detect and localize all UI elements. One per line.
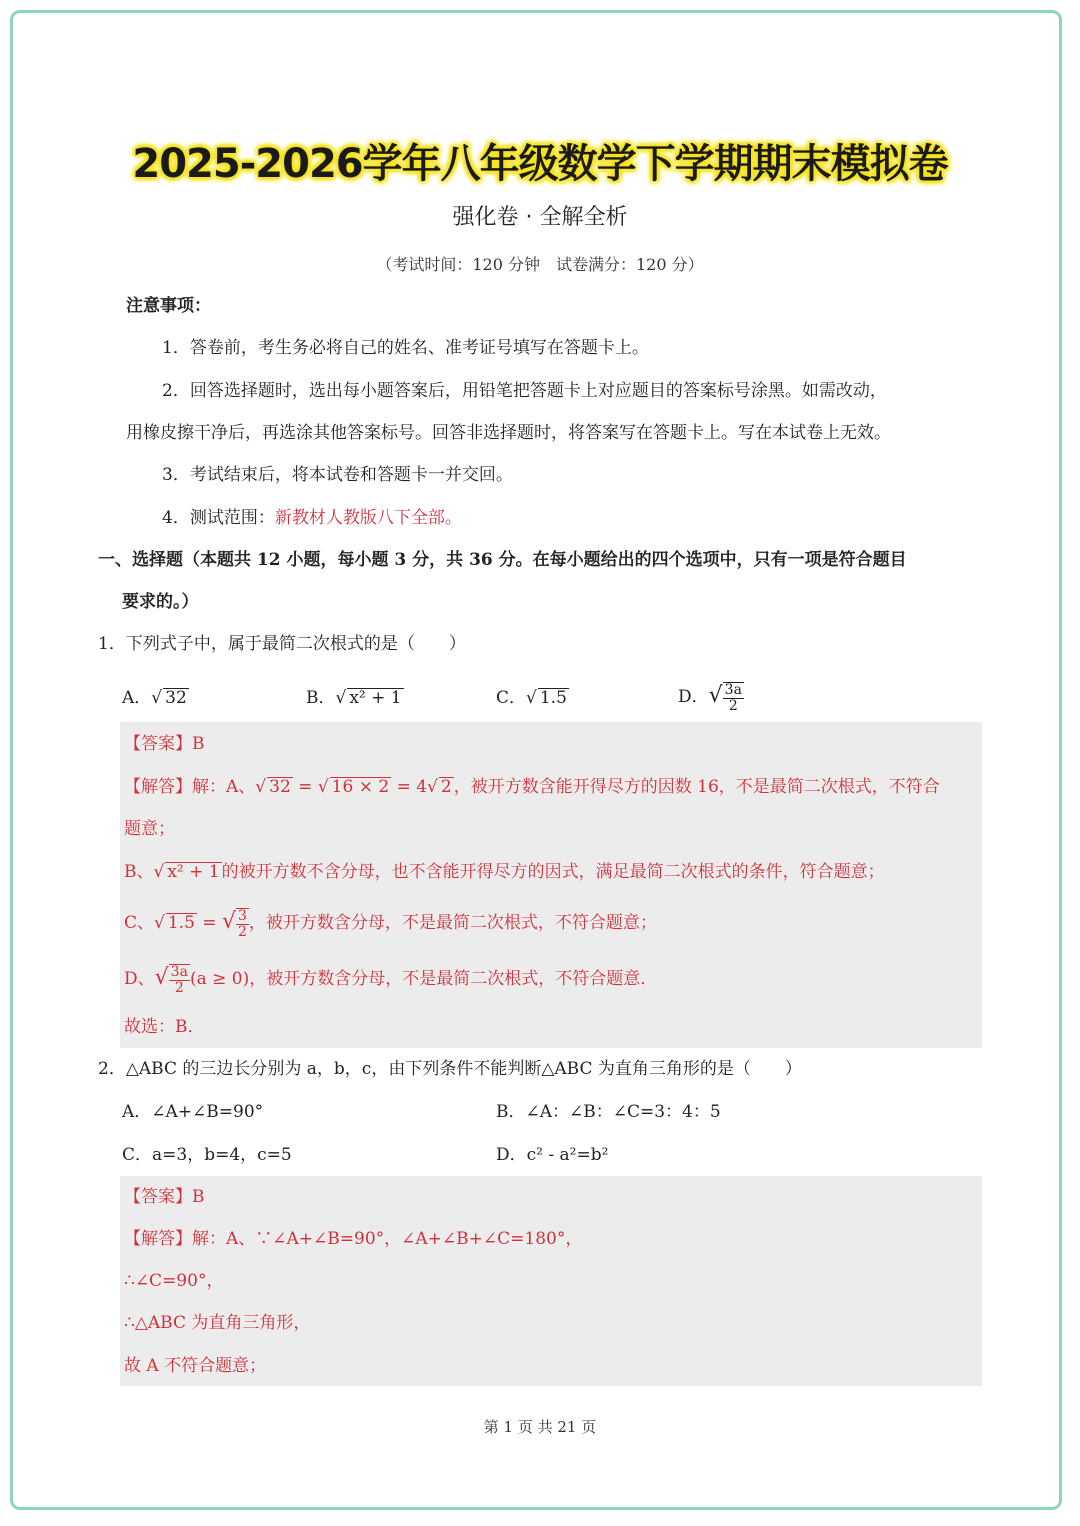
q1-sol-b-text: 的被开方数不含分母，也不含能开得尽方的因式，满足最简二次根式的条件，符合题意；	[221, 862, 885, 882]
q2-solution-4: 故 A 不符合题意；	[124, 1356, 267, 1376]
q1-option-a-label: A．	[122, 688, 152, 708]
q2-answer: 【答案】B	[124, 1187, 205, 1207]
q1-option-c-label: C．	[496, 688, 527, 708]
q1-sol-c-num: 3	[238, 907, 247, 924]
page-footer: 第 1 页 共 21 页	[483, 1418, 597, 1436]
page-subtitle: 强化卷 · 全解全析	[452, 205, 628, 230]
scope-value: 新教材人教版八下全部。	[274, 508, 462, 528]
q1-solution-a-cont: 题意；	[124, 819, 175, 839]
q1-sol-d-text: ，被开方数含分母，不是最简二次根式，不符合题意．	[249, 969, 658, 989]
q1-stem: 1．下列式子中，属于最简二次根式的是（ ）	[98, 634, 466, 654]
q1-option-d-den: 2	[728, 697, 738, 714]
notice-item-4	[162, 506, 462, 530]
q1-sol-a-rad3: 2	[440, 777, 452, 797]
q1-sol-d-den: 2	[174, 979, 184, 996]
q1-option-b-radicand: x² + 1	[349, 688, 402, 708]
scope-prefix: 4．测试范围：	[162, 508, 275, 528]
notice-item-3: 3．考试结束后，将本试卷和答题卡一并交回。	[162, 465, 513, 485]
q1-conclusion: 故选：B．	[124, 1017, 205, 1037]
q1-option-b: B．√ x² + 1	[306, 688, 402, 708]
q2-option-c: C．a=3，b=4，c=5	[122, 1145, 292, 1165]
q1-sol-b-prefix: B、	[124, 862, 154, 882]
q1-sol-c-rad: 1.5	[167, 913, 195, 933]
notice-item-2: 2．回答选择题时，选出每小题答案后，用铅笔把答题卡上对应题目的答案标号涂黑。如需改动，	[162, 381, 887, 401]
section-heading: 一、选择题（本题共 12 小题，每小题 3 分，共 36 分。在每小题给出的四个选项中，只有一项是符合题目	[98, 550, 907, 570]
notice-item-1: 1．答卷前，考生务必将自己的姓名、准考证号填写在答题卡上。	[162, 338, 649, 358]
q1-option-a: A．√ 32	[122, 688, 187, 708]
q2-solution-3: ∴△ABC 为直角三角形，	[124, 1313, 311, 1333]
q1-sol-d-num: 3a	[170, 963, 188, 980]
q1-option-d-label: D．	[678, 687, 709, 707]
notice-heading: 注意事项：	[126, 296, 211, 316]
q1-option-c: C．√ 1.5	[496, 688, 567, 708]
q1-sol-a-rad2: 16 × 2	[331, 777, 390, 797]
q2-option-b: B．∠A：∠B：∠C=3：4：5	[496, 1102, 721, 1122]
page-title: 2025-2026学年八年级数学下学期期末模拟卷	[132, 141, 948, 187]
q1-answer: 【答案】B	[124, 734, 205, 754]
q1-option-d-num: 3a	[724, 681, 742, 698]
q2-solution-2: ∴∠C=90°，	[124, 1271, 224, 1291]
q1-sol-b-rad: x² + 1	[167, 862, 220, 882]
q2-option-a: A．∠A+∠B=90°	[122, 1102, 264, 1122]
q1-sol-c-eq: =	[196, 913, 222, 933]
q1-sol-d-cond: (a ≥ 0)	[189, 969, 250, 989]
q1-option-d: D．√ $\frac{3a}{2}$	[678, 681, 742, 714]
q1-answer-box	[120, 722, 982, 1048]
q1-option-c-radicand: 1.5	[539, 688, 567, 708]
q1-sol-a-rad1: 32	[269, 777, 291, 797]
notice-item-2-cont: 用橡皮擦干净后，再选涂其他答案标号。回答非选择题时，将答案写在答题卡上。写在本试卷上无效。	[126, 423, 891, 443]
exam-info: （考试时间：120 分钟 试卷满分：120 分）	[376, 255, 704, 274]
q1-sol-c-den: 2	[238, 923, 247, 940]
q1-sol-a-eq2: = 4	[391, 777, 428, 797]
q1-sol-a-text: ，被开方数含能开得尽方的因数 16，不是最简二次根式，不符合	[453, 777, 940, 797]
q1-solution-a: 【解答】解：A、√ 32 = √ 16 × 2 = 4√ 2 ，被开方数含能开得尽方的因数 16，不是最简二次根式，不符合	[124, 777, 940, 797]
q1-sol-d-prefix: D、	[124, 969, 155, 989]
q2-solution-1: 【解答】解：A、∵∠A+∠B=90°，∠A+∠B+∠C=180°，	[124, 1229, 583, 1249]
q1-sol-a-eq1: =	[292, 777, 318, 797]
q2-option-d: D．c² - a²=b²	[496, 1145, 609, 1165]
section-heading-cont: 要求的。）	[122, 592, 199, 612]
q1-solution-b: B、√ x² + 1 的被开方数不含分母，也不含能开得尽方的因式，满足最简二次根式的条件，符合题意；	[124, 862, 885, 882]
q1-solution-d: D、√ $\frac{3a}{2}$ (a ≥ 0)，被开方数含分母，不是最简二次根式，不符合题意．	[124, 963, 658, 996]
q1-sol-a-prefix: 【解答】解：A、	[124, 777, 256, 797]
q1-sol-c-text: ，被开方数含分母，不是最简二次根式，不符合题意；	[248, 913, 657, 933]
q1-option-b-label: B．	[306, 688, 336, 708]
q2-stem: 2．△ABC 的三边长分别为 a，b，c，由下列条件不能判断△ABC 为直角三角形的是（ ）	[98, 1059, 802, 1079]
q1-option-a-radicand: 32	[165, 688, 187, 708]
q1-sol-c-prefix: C、	[124, 913, 155, 933]
q1-solution-c: C、√ 1.5 = √ $\frac{3}{2}$ ，被开方数含分母，不是最简二次根式，不符合题意；	[124, 907, 657, 940]
